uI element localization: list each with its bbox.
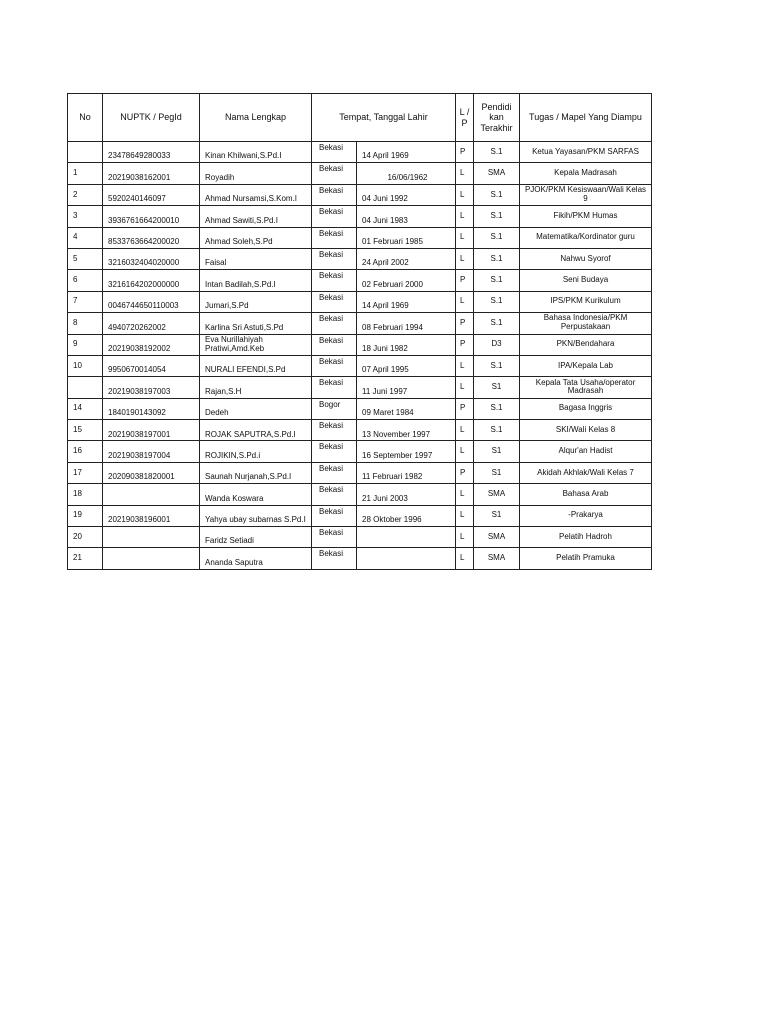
cell-pendidikan: S.1	[474, 398, 520, 419]
cell-nuptk: 20219038197004	[103, 441, 200, 462]
cell-pendidikan: S.1	[474, 184, 520, 205]
cell-pendidikan: S.1	[474, 248, 520, 269]
table-row	[68, 142, 652, 163]
cell-lp: L	[456, 355, 474, 376]
table-row	[68, 441, 652, 462]
cell-nuptk: 3936761664200010	[103, 206, 200, 227]
cell-nuptk: 23478649280033	[103, 142, 200, 163]
cell-lp: L	[456, 527, 474, 548]
cell-tanggal: 02 Februari 2000	[357, 270, 456, 291]
cell-tempat: Bogor	[312, 398, 357, 419]
cell-tanggal: 01 Februari 1985	[357, 227, 456, 248]
cell-lp: P	[456, 462, 474, 483]
table-row	[68, 248, 652, 269]
staff-table	[67, 93, 652, 570]
cell-lp: L	[456, 441, 474, 462]
cell-tempat: Bekasi	[312, 313, 357, 334]
cell-nama: Saunah Nurjanah,S.Pd.I	[200, 462, 312, 483]
cell-tugas: IPS/PKM Kurikulum	[520, 291, 652, 312]
cell-nama: ROJIKIN,S.Pd.i	[200, 441, 312, 462]
cell-tempat: Bekasi	[312, 163, 357, 184]
cell-nama: Faridz Setiadi	[200, 527, 312, 548]
cell-tanggal: 16/06/1962	[357, 163, 456, 184]
cell-tanggal: 16 September 1997	[357, 441, 456, 462]
cell-lp: L	[456, 377, 474, 398]
header-lp: L / P	[456, 94, 474, 142]
cell-nuptk: 5920240146097	[103, 184, 200, 205]
cell-nuptk	[103, 527, 200, 548]
cell-tanggal: 08 Februari 1994	[357, 313, 456, 334]
cell-tugas: PJOK/PKM Kesiswaan/Wali Kelas 9	[520, 184, 652, 205]
cell-no: 1	[68, 163, 103, 184]
header-no: No	[68, 94, 103, 142]
cell-pendidikan: S.1	[474, 142, 520, 163]
cell-tempat: Bekasi	[312, 548, 357, 569]
cell-tanggal: 28 Oktober 1996	[357, 505, 456, 526]
cell-lp: L	[456, 291, 474, 312]
cell-no	[68, 142, 103, 163]
cell-no: 20	[68, 527, 103, 548]
cell-tempat: Bekasi	[312, 355, 357, 376]
cell-no: 17	[68, 462, 103, 483]
cell-no: 15	[68, 420, 103, 441]
cell-nuptk: 20219038196001	[103, 505, 200, 526]
header-nuptk: NUPTK / PegId	[103, 94, 200, 142]
cell-no: 14	[68, 398, 103, 419]
cell-nuptk: 3216164202000000	[103, 270, 200, 291]
header-ttl: Tempat, Tanggal Lahir	[312, 94, 456, 142]
cell-pendidikan: S.1	[474, 206, 520, 227]
cell-tugas: PKN/Bendahara	[520, 334, 652, 355]
cell-nuptk: 4940720262002	[103, 313, 200, 334]
cell-tempat: Bekasi	[312, 420, 357, 441]
header-pendidikan: Pendidi kan Terakhir	[474, 94, 520, 142]
cell-pendidikan: S1	[474, 377, 520, 398]
cell-tempat: Bekasi	[312, 441, 357, 462]
cell-tanggal: 09 Maret 1984	[357, 398, 456, 419]
cell-lp: L	[456, 248, 474, 269]
cell-lp: L	[456, 505, 474, 526]
cell-nuptk: 8533763664200020	[103, 227, 200, 248]
table-row	[68, 163, 652, 184]
cell-pendidikan: SMA	[474, 484, 520, 505]
cell-tempat: Bekasi	[312, 334, 357, 355]
header-row	[68, 94, 652, 142]
cell-pendidikan: S.1	[474, 355, 520, 376]
cell-nuptk	[103, 484, 200, 505]
cell-nama: Ananda Saputra	[200, 548, 312, 569]
table-row	[68, 505, 652, 526]
cell-nuptk	[103, 548, 200, 569]
cell-tanggal	[357, 548, 456, 569]
cell-nuptk: 20219038192002	[103, 334, 200, 355]
cell-nama: ROJAK SAPUTRA,S.Pd.I	[200, 420, 312, 441]
cell-tempat: Bekasi	[312, 291, 357, 312]
cell-no: 18	[68, 484, 103, 505]
cell-no: 2	[68, 184, 103, 205]
cell-nama: Karlina Sri Astuti,S.Pd	[200, 313, 312, 334]
cell-tugas: Akidah Akhlak/Wali Kelas 7	[520, 462, 652, 483]
cell-nama: Ahmad Nursamsi,S.Kom.I	[200, 184, 312, 205]
cell-tempat: Bekasi	[312, 377, 357, 398]
cell-tanggal: 11 Februari 1982	[357, 462, 456, 483]
header-tugas: Tugas / Mapel Yang Diampu	[520, 94, 652, 142]
table-row	[68, 313, 652, 334]
table-row	[68, 484, 652, 505]
cell-no: 4	[68, 227, 103, 248]
cell-pendidikan: S.1	[474, 270, 520, 291]
cell-tanggal	[357, 527, 456, 548]
cell-no: 21	[68, 548, 103, 569]
cell-nama: Royadih	[200, 163, 312, 184]
cell-nama: Eva Nurillahiyah Pratiwi,Amd.Keb	[200, 334, 312, 355]
cell-lp: L	[456, 484, 474, 505]
cell-tempat: Bekasi	[312, 248, 357, 269]
cell-nama: Faisal	[200, 248, 312, 269]
cell-nama: Wanda Koswara	[200, 484, 312, 505]
cell-nama: Ahmad Soleh,S.Pd	[200, 227, 312, 248]
cell-lp: L	[456, 206, 474, 227]
cell-tugas: Bahasa Indonesia/PKM Perpustakaan	[520, 313, 652, 334]
cell-tugas: Pelatih Pramuka	[520, 548, 652, 569]
cell-nama: Rajan,S.H	[200, 377, 312, 398]
cell-lp: P	[456, 398, 474, 419]
table-body	[68, 142, 652, 570]
table-row	[68, 548, 652, 569]
cell-no: 10	[68, 355, 103, 376]
cell-tempat: Bekasi	[312, 270, 357, 291]
cell-lp: L	[456, 548, 474, 569]
cell-pendidikan: S.1	[474, 420, 520, 441]
cell-lp: P	[456, 142, 474, 163]
cell-lp: P	[456, 313, 474, 334]
cell-nuptk: 1840190143092	[103, 398, 200, 419]
cell-pendidikan: SMA	[474, 548, 520, 569]
table-row	[68, 184, 652, 205]
cell-nama: Jumari,S.Pd	[200, 291, 312, 312]
table-row	[68, 462, 652, 483]
cell-pendidikan: S.1	[474, 313, 520, 334]
cell-tanggal: 11 Juni 1997	[357, 377, 456, 398]
cell-nuptk: 0046744650110003	[103, 291, 200, 312]
cell-nama: Dedeh	[200, 398, 312, 419]
cell-lp: P	[456, 270, 474, 291]
cell-tugas: Alqur'an Hadist	[520, 441, 652, 462]
cell-nama: Kinan Khilwani,S.Pd.I	[200, 142, 312, 163]
cell-lp: L	[456, 184, 474, 205]
cell-nuptk: 20219038162001	[103, 163, 200, 184]
cell-nama: Ahmad Sawiti,S.Pd.I	[200, 206, 312, 227]
cell-lp: P	[456, 334, 474, 355]
cell-lp: L	[456, 227, 474, 248]
cell-tugas: Bagasa Inggris	[520, 398, 652, 419]
cell-pendidikan: D3	[474, 334, 520, 355]
cell-tanggal: 07 April 1995	[357, 355, 456, 376]
cell-tempat: Bekasi	[312, 484, 357, 505]
cell-nuptk: 20219038197003	[103, 377, 200, 398]
table-row	[68, 398, 652, 419]
cell-nuptk: 3216032404020000	[103, 248, 200, 269]
cell-tanggal: 13 November 1997	[357, 420, 456, 441]
cell-nama: NURALI EFENDI,S.Pd	[200, 355, 312, 376]
cell-nuptk: 20219038197001	[103, 420, 200, 441]
cell-tugas: IPA/Kepala Lab	[520, 355, 652, 376]
table-row	[68, 355, 652, 376]
cell-lp: L	[456, 420, 474, 441]
cell-tanggal: 14 April 1969	[357, 291, 456, 312]
cell-tugas: -Prakarya	[520, 505, 652, 526]
cell-tugas: Bahasa Arab	[520, 484, 652, 505]
cell-tugas: Nahwu Syorof	[520, 248, 652, 269]
cell-tempat: Bekasi	[312, 206, 357, 227]
cell-nama: Intan Badilah,S.Pd.I	[200, 270, 312, 291]
table-row	[68, 291, 652, 312]
table-row	[68, 527, 652, 548]
table-row	[68, 377, 652, 398]
cell-tugas: SKI/Wali Kelas 8	[520, 420, 652, 441]
cell-pendidikan: SMA	[474, 163, 520, 184]
cell-no: 6	[68, 270, 103, 291]
cell-tanggal: 04 Juni 1992	[357, 184, 456, 205]
cell-pendidikan: S1	[474, 462, 520, 483]
cell-pendidikan: SMA	[474, 527, 520, 548]
cell-tanggal: 14 April 1969	[357, 142, 456, 163]
cell-tempat: Bekasi	[312, 227, 357, 248]
cell-tugas: Ketua Yayasan/PKM SARFAS	[520, 142, 652, 163]
cell-no: 9	[68, 334, 103, 355]
cell-lp: L	[456, 163, 474, 184]
cell-no: 3	[68, 206, 103, 227]
table-row	[68, 420, 652, 441]
cell-no: 5	[68, 248, 103, 269]
cell-tugas: Pelatih Hadroh	[520, 527, 652, 548]
cell-tanggal: 04 Juni 1983	[357, 206, 456, 227]
cell-tempat: Bekasi	[312, 142, 357, 163]
table-row	[68, 206, 652, 227]
cell-tempat: Bekasi	[312, 462, 357, 483]
header-nama: Nama Lengkap	[200, 94, 312, 142]
cell-tugas: Kepala Madrasah	[520, 163, 652, 184]
cell-tanggal: 21 Juni 2003	[357, 484, 456, 505]
cell-tugas: Kepala Tata Usaha/operator Madrasah	[520, 377, 652, 398]
cell-pendidikan: S1	[474, 441, 520, 462]
cell-no: 8	[68, 313, 103, 334]
cell-pendidikan: S.1	[474, 291, 520, 312]
cell-nama: Yahya ubay subarnas S.Pd.I	[200, 505, 312, 526]
cell-tugas: Seni Budaya	[520, 270, 652, 291]
cell-tempat: Bekasi	[312, 184, 357, 205]
cell-tempat: Bekasi	[312, 527, 357, 548]
cell-no: 19	[68, 505, 103, 526]
cell-pendidikan: S1	[474, 505, 520, 526]
table-row	[68, 334, 652, 355]
cell-no: 7	[68, 291, 103, 312]
cell-tanggal: 24 April 2002	[357, 248, 456, 269]
cell-tempat: Bekasi	[312, 505, 357, 526]
cell-tanggal: 18 Juni 1982	[357, 334, 456, 355]
cell-no: 16	[68, 441, 103, 462]
cell-pendidikan: S.1	[474, 227, 520, 248]
cell-tugas: Matematika/Kordinator guru	[520, 227, 652, 248]
cell-no	[68, 377, 103, 398]
table-row	[68, 270, 652, 291]
cell-tugas: Fikih/PKM Humas	[520, 206, 652, 227]
table-row	[68, 227, 652, 248]
cell-nuptk: 9950670014054	[103, 355, 200, 376]
cell-nuptk: 202090381820001	[103, 462, 200, 483]
